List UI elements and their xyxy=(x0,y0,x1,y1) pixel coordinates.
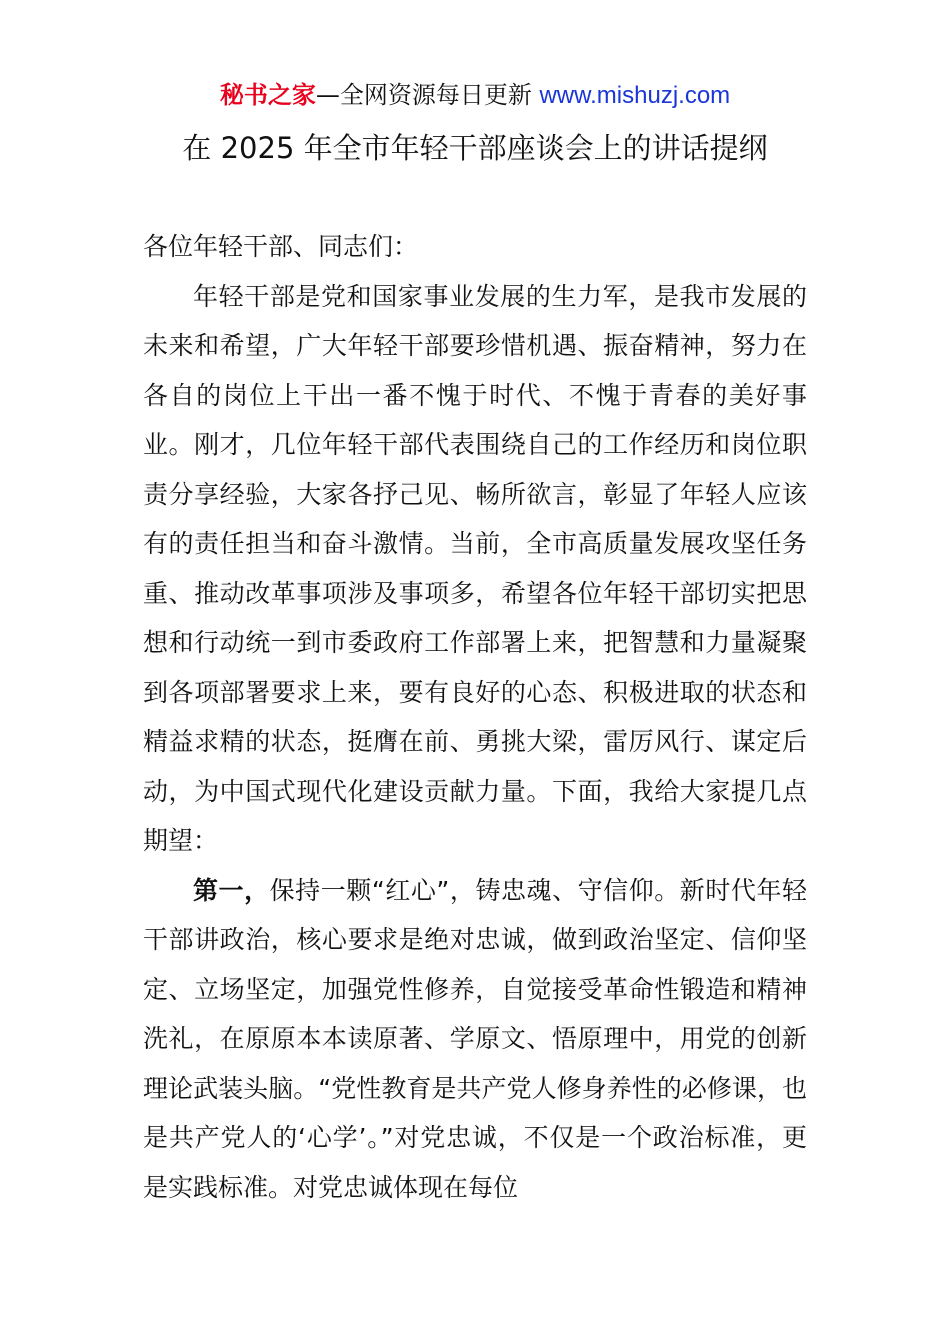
first-point-body: 保持一颗“红心”，铸忠魂、守信仰。新时代年轻干部讲政治，核心要求是绝对忠诚，做到政治坚定、信仰坚定、立场坚定，加强党性修养，自觉接受革命性锻造和精神洗礼，在原原本本读原著、学原文、悟原理中，用党的创新理论武装头脑。“党性教育是共产党人修身养性的必修课，也是共产党人的‘心学’。”对党忠诚，不仅是一个政治标准，更是实践标准。对党忠诚体现在每位 xyxy=(143,875,807,1202)
document-body xyxy=(143,222,807,1212)
brand-name: 秘书之家 xyxy=(219,81,316,109)
header-tagline: —全网资源每日更新 xyxy=(315,81,540,109)
document-title: 在 2025 年全市年轻干部座谈会上的讲话提纲 xyxy=(182,131,768,165)
site-header xyxy=(0,78,950,113)
site-link[interactable]: www.mishuzj.com xyxy=(539,82,731,109)
intro-paragraph: 年轻干部是党和国家事业发展的生力军，是我市发展的未来和希望，广大年轻干部要珍惜机遇、振奋精神，努力在各自的岗位上干出一番不愧于时代、不愧于青春的美好事业。刚才，几位年轻干部代表围绕自己的工作经历和岗位职责分享经验，大家各抒己见、畅所欲言，彰显了年轻人应该有的责任担当和奋斗激情。当前，全市高质量发展攻坚任务重、推动改革事项涉及事项多，希望各位年轻干部切实把思想和行动统一到市委政府工作部署上来，把智慧和力量凝聚到各项部署要求上来，要有良好的心态、积极进取的状态和精益求精的状态，挺膺在前、勇挑大梁，雷厉风行、谋定后动，为中国式现代化建设贡献力量。下面，我给大家提几点期望： xyxy=(143,281,807,855)
first-point-paragraph xyxy=(143,866,807,1213)
first-point-heading: 第一， xyxy=(193,875,270,905)
salutation: 各位年轻干部、同志们： xyxy=(143,232,419,261)
